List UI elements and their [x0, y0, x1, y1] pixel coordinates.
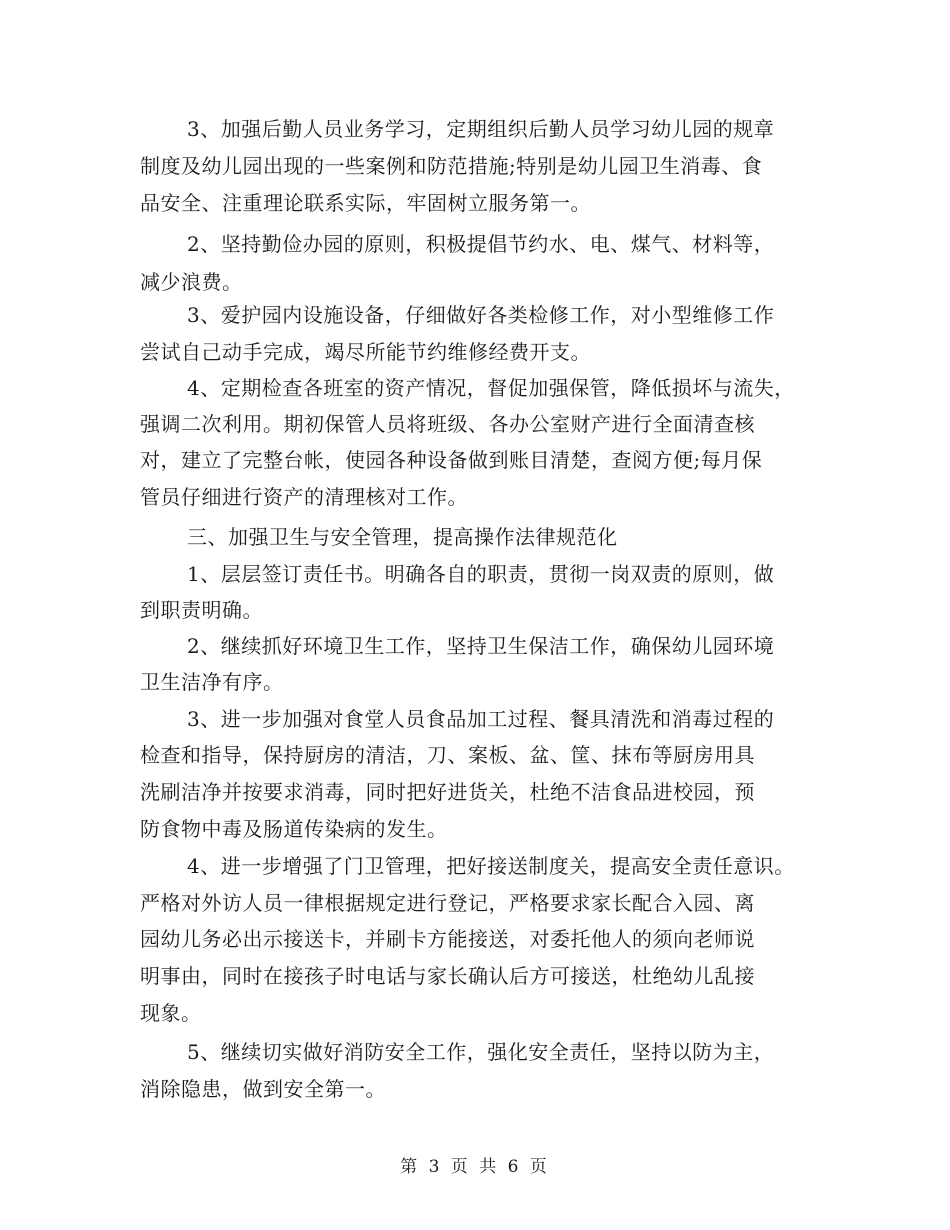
text-line: 减少浪费。	[140, 270, 243, 294]
text-line: 5、继续切实做好消防安全工作，强化安全责任，坚持以防为主，	[187, 1040, 775, 1064]
text-line: 1、层层签订责任书。明确各自的职责，贯彻一岗双责的原则，做	[187, 562, 775, 586]
text-line: 3、加强后勤人员业务学习，定期组织后勤人员学习幼儿园的规章	[187, 117, 775, 141]
text-line: 2、继续抓好环境卫生工作，坚持卫生保洁工作，确保幼儿园环境	[187, 634, 775, 658]
page-number-footer: 第 3 页 共 6 页	[400, 1157, 550, 1177]
text-line: 园幼儿务必出示接送卡，并刷卡方能接送，对委托他人的须向老师说	[140, 927, 755, 951]
text-line: 现象。	[140, 1001, 202, 1025]
text-line: 防食物中毒及肠道传染病的发生。	[140, 817, 448, 841]
text-line: 消除隐患，做到安全第一。	[140, 1077, 386, 1101]
text-line: 2、坚持勤俭办园的原则，积极提倡节约水、电、煤气、材料等，	[187, 232, 775, 256]
text-line: 3、爱护园内设施设备，仔细做好各类检修工作，对小型维修工作	[187, 303, 775, 327]
text-line: 3、进一步加强对食堂人员食品加工过程、餐具清洗和消毒过程的	[187, 707, 775, 731]
text-line: 4、进一步增强了门卫管理，把好接送制度关，提高安全责任意识。	[187, 854, 795, 878]
text-line: 明事由，同时在接孩子时电话与家长确认后方可接送，杜绝幼儿乱接	[140, 964, 755, 988]
text-line: 尝试自己动手完成，竭尽所能节约维修经费开支。	[140, 340, 591, 364]
section-heading: 三、加强卫生与安全管理，提高操作法律规范化	[187, 525, 618, 549]
text-line: 品安全、注重理论联系实际，牢固树立服务第一。	[140, 191, 591, 215]
text-line: 洗刷洁净并按要求消毒，同时把好进货关，杜绝不洁食品进校园，预	[140, 780, 755, 804]
text-line: 卫生洁净有序。	[140, 670, 284, 694]
text-line: 制度及幼儿园出现的一些案例和防范措施;特别是幼儿园卫生消毒、食	[140, 154, 763, 178]
text-line: 管员仔细进行资产的清理核对工作。	[140, 485, 468, 509]
text-line: 对，建立了完整台帐，使园各种设备做到账目清楚，查阅方便;每月保	[140, 448, 763, 472]
text-line: 强调二次利用。期初保管人员将班级、各办公室财产进行全面清查核	[140, 412, 755, 436]
text-line: 到职责明确。	[140, 598, 263, 622]
text-line: 严格对外访人员一律根据规定进行登记，严格要求家长配合入园、离	[140, 891, 755, 915]
text-line: 检查和指导，保持厨房的清洁，刀、案板、盆、筐、抹布等厨房用具	[140, 743, 755, 767]
text-line: 4、定期检查各班室的资产情况，督促加强保管，降低损坏与流失，	[187, 376, 795, 400]
